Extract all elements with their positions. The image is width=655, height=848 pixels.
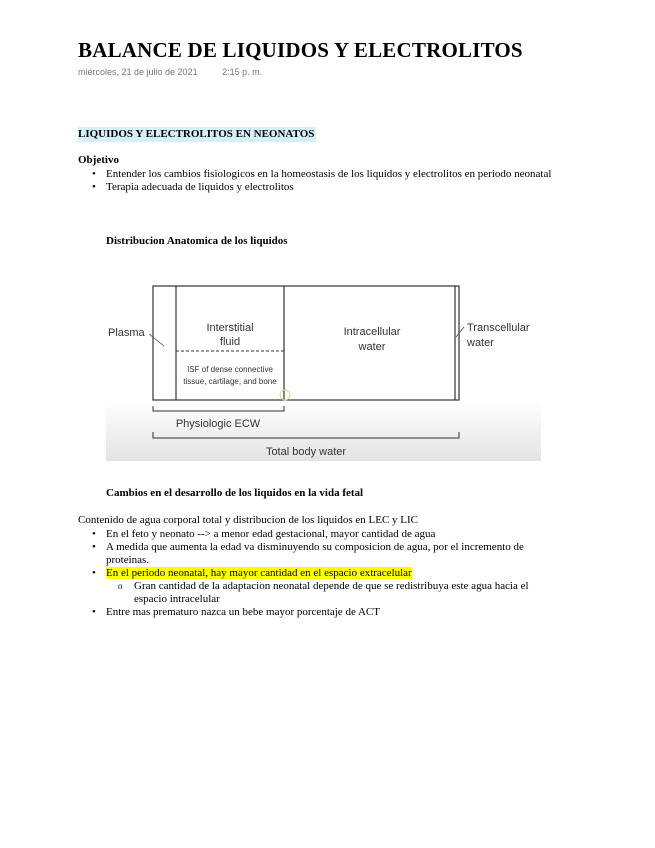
note-date: miércoles, 21 de julio de 2021 <box>78 67 198 77</box>
sub-list-item: o Gran cantidad de la adaptacion neonatal depende de que se redistribuya este agua hacia el espacio intracelular <box>106 580 558 606</box>
note-time: 2:15 p. m. <box>222 67 263 77</box>
section-heading-fetal: Cambios en el desarrollo de los liquidos en la vida fetal <box>106 487 364 499</box>
transcellular-label-line2: water <box>467 337 494 349</box>
list-item: • En el feto y neonato --> a menor edad gestacional, mayor cantidad de agua <box>78 528 558 541</box>
interstitial-label-line2: fluid <box>219 336 241 348</box>
transcellular-label-line1: Transcellular <box>467 322 530 334</box>
diagram-svg <box>106 283 541 461</box>
plasma-pointer <box>149 334 164 346</box>
physiologic-ecw-label: Physiologic ECW <box>175 418 261 430</box>
sub-list <box>106 580 558 606</box>
list-item: • Entender los cambios fisiologicos en la homeostasis de los liquidos y electrolitos en periodo neonatal <box>78 168 558 181</box>
list-item: • Terapia adecuada de liquidos y electrolitos <box>78 181 558 194</box>
isf-label-line2: tissue, cartilage, and bone <box>183 377 277 386</box>
page-title: BALANCE DE LIQUIDOS Y ELECTROLITOS <box>78 38 523 62</box>
list-item: • Entre mas prematuro nazca un bebe mayor porcentaje de ACT <box>78 606 558 619</box>
highlighted-text: En el periodo neonatal, hay mayor cantidad en el espacio extracelular <box>106 567 412 579</box>
total-body-water-label: Total body water <box>265 446 347 458</box>
list-item <box>78 567 558 606</box>
note-meta <box>78 67 262 77</box>
interstitial-label-line1: Interstitial <box>206 322 254 334</box>
objective-list <box>78 168 558 194</box>
plasma-label: Plasma <box>108 327 145 339</box>
fetal-changes-list <box>78 528 558 619</box>
intracellular-label-line1: Intracellular <box>343 326 401 338</box>
body-water-diagram <box>106 283 541 461</box>
isf-label-line1: ISF of dense connective <box>187 365 273 374</box>
transcellular-pointer <box>456 327 464 337</box>
water-content-intro: Contenido de agua corporal total y distribucion de los liquidos en LEC y LIC <box>78 514 419 526</box>
distribution-label: Distribucion Anatomica de los liquidos <box>106 235 288 247</box>
section-heading-neonatos: LIQUIDOS Y ELECTROLITOS EN NEONATOS <box>78 128 315 140</box>
list-item: • A medida que aumenta la edad va disminuyendo su composicion de agua, por el incremento de proteinas. <box>78 541 558 567</box>
objective-label: Objetivo <box>78 154 119 166</box>
intracellular-label-line2: water <box>358 341 386 353</box>
cursor-highlight <box>280 390 290 400</box>
